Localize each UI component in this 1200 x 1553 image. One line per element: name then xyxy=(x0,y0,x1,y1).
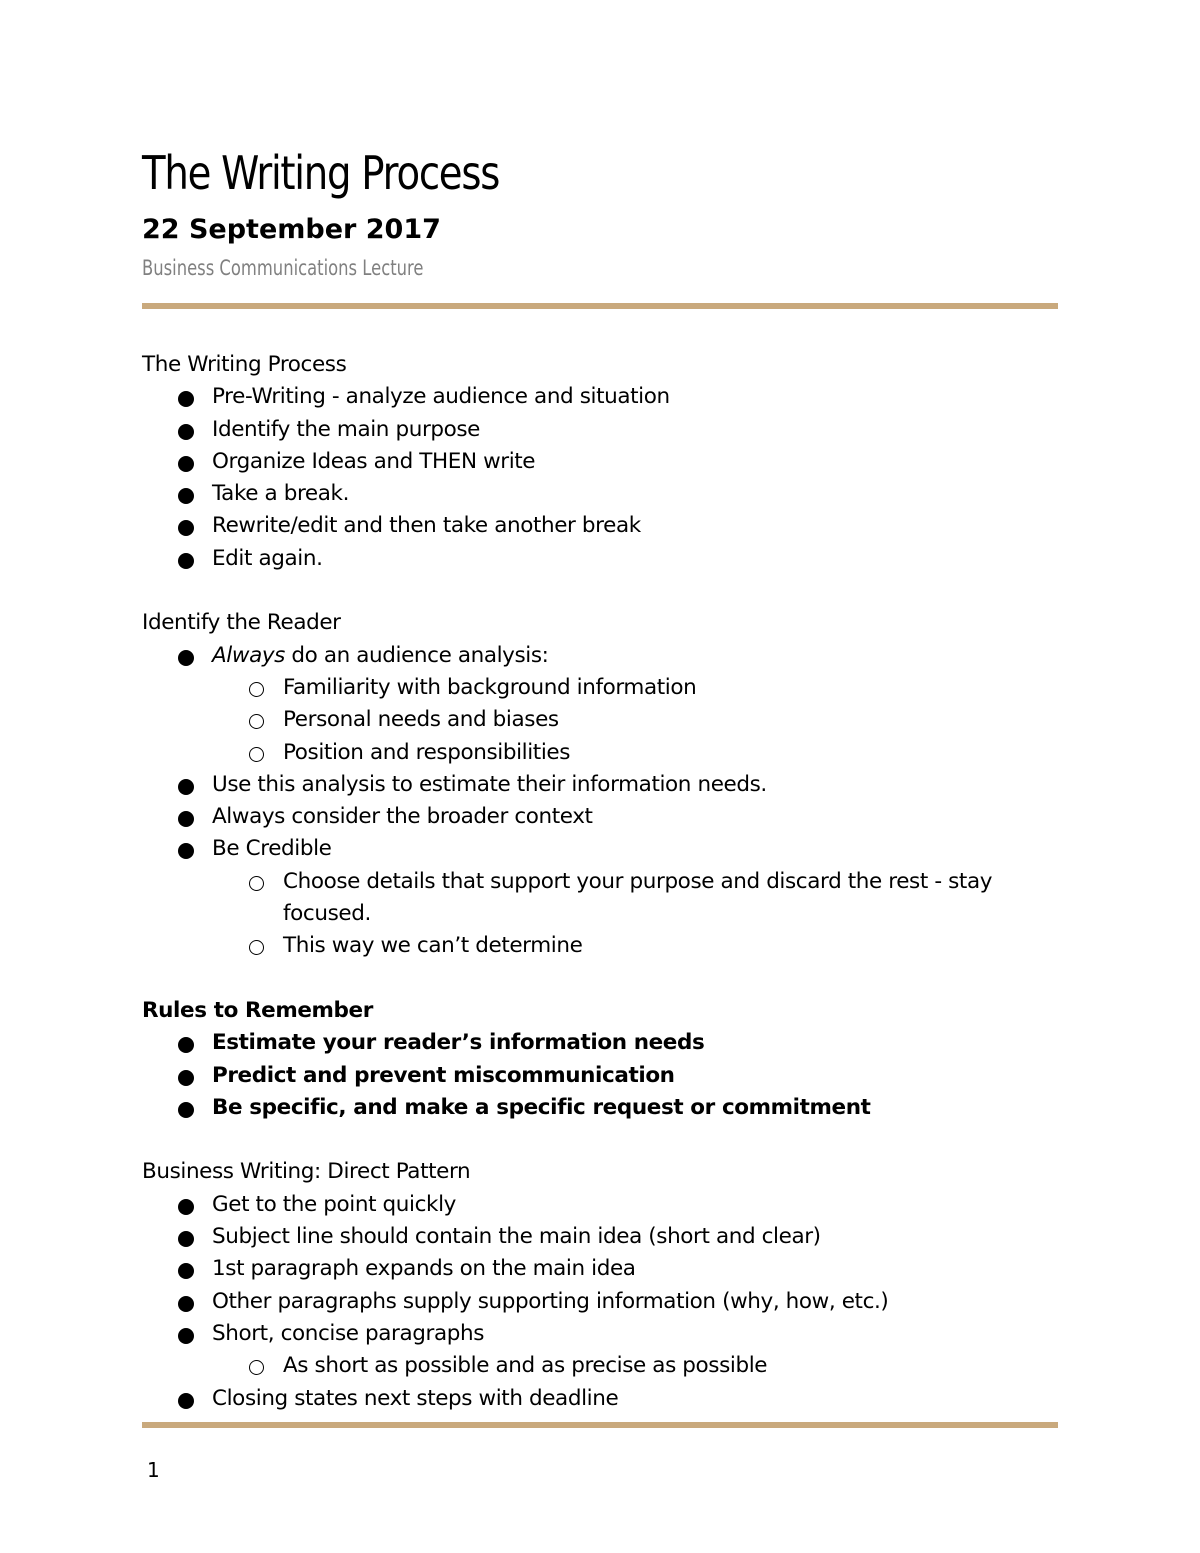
list-item xyxy=(142,1350,1058,1382)
filled-circle-bullet-icon xyxy=(178,488,194,504)
filled-circle-bullet-icon xyxy=(178,391,194,407)
list-item-text: Familiarity with background information xyxy=(283,674,697,700)
list-item-text: Be specific, and make a specific request or commitment xyxy=(212,1094,871,1120)
hollow-circle-bullet-icon xyxy=(249,940,264,955)
filled-circle-bullet-icon xyxy=(178,843,194,859)
list-item xyxy=(142,414,1058,446)
list-item-text: Rewrite/edit and then take another break xyxy=(212,513,641,539)
section-heading: Rules to Remember xyxy=(142,997,373,1023)
list-item xyxy=(142,446,1058,478)
list-item xyxy=(142,543,1058,575)
list-item xyxy=(142,1189,1058,1221)
list-item xyxy=(142,1092,1058,1124)
hollow-circle-bullet-icon xyxy=(249,876,264,891)
list-item xyxy=(142,1253,1058,1285)
filled-circle-bullet-icon xyxy=(178,1393,194,1409)
filled-circle-bullet-icon xyxy=(178,1070,194,1086)
hollow-circle-bullet-icon xyxy=(249,1360,264,1375)
list-item-text: Estimate your reader’s information needs xyxy=(212,1030,705,1056)
list-item-text: Other paragraphs supply supporting information (why, how, etc.) xyxy=(212,1288,889,1314)
list-item-text: Closing states next steps with deadline xyxy=(212,1385,619,1411)
list-item-text: Edit again. xyxy=(212,545,323,571)
list-item-text: As short as possible and as precise as possible xyxy=(283,1353,768,1379)
filled-circle-bullet-icon xyxy=(178,1037,194,1053)
filled-circle-bullet-icon xyxy=(178,1199,194,1215)
filled-circle-bullet-icon xyxy=(178,424,194,440)
section-heading: Identify the Reader xyxy=(142,610,341,636)
bullet-list xyxy=(142,1027,1058,1124)
section xyxy=(142,607,1058,962)
section-heading: Business Writing: Direct Pattern xyxy=(142,1159,471,1185)
section-heading: The Writing Process xyxy=(142,352,347,377)
bullet-list xyxy=(142,381,1058,575)
list-item-text: This way we can’t determine xyxy=(283,933,583,959)
filled-circle-bullet-icon xyxy=(178,553,194,569)
list-item xyxy=(142,1383,1058,1415)
list-item xyxy=(142,1060,1058,1092)
list-item xyxy=(142,930,1058,962)
list-item-text: do an audience analysis: xyxy=(284,642,549,668)
hollow-circle-bullet-icon xyxy=(249,747,264,762)
filled-circle-bullet-icon xyxy=(178,650,194,666)
bullet-list xyxy=(142,1189,1058,1415)
filled-circle-bullet-icon xyxy=(178,1231,194,1247)
list-item-text: Short, concise paragraphs xyxy=(212,1320,484,1346)
hollow-circle-bullet-icon xyxy=(249,714,264,729)
list-item-text: Pre-Writing - analyze audience and situation xyxy=(212,384,670,410)
list-item xyxy=(142,1027,1058,1059)
section xyxy=(142,995,1058,1124)
document-subtitle: Business Communications Lecture xyxy=(142,256,424,280)
list-item-text: Choose details that support your purpose and discard the rest - stay focused. xyxy=(283,868,993,927)
list-item-text: Personal needs and biases xyxy=(283,707,559,733)
bullet-list xyxy=(142,640,1058,963)
list-item-text: 1st paragraph expands on the main idea xyxy=(212,1256,636,1282)
list-item xyxy=(142,381,1058,413)
hollow-circle-bullet-icon xyxy=(249,682,264,697)
list-item xyxy=(142,1286,1058,1318)
footer-divider xyxy=(142,1422,1058,1428)
list-item-text: Use this analysis to estimate their information needs. xyxy=(212,771,767,797)
list-item-text: Identify the main purpose xyxy=(212,416,481,442)
filled-circle-bullet-icon xyxy=(178,520,194,536)
emphasized-text: Always xyxy=(212,642,285,668)
list-item xyxy=(142,1221,1058,1253)
list-item xyxy=(142,801,1058,833)
list-item-text: Get to the point quickly xyxy=(212,1191,456,1217)
list-item xyxy=(142,704,1058,736)
filled-circle-bullet-icon xyxy=(178,456,194,472)
list-item-text: Position and responsibilities xyxy=(283,739,571,765)
document-title: The Writing Process xyxy=(142,146,500,200)
list-item xyxy=(142,672,1058,704)
list-item xyxy=(142,866,1058,931)
filled-circle-bullet-icon xyxy=(178,811,194,827)
list-item xyxy=(142,737,1058,769)
section xyxy=(142,1156,1058,1414)
document-date: 22 September 2017 xyxy=(142,214,441,245)
list-item-text: Take a break. xyxy=(212,481,350,507)
list-item xyxy=(142,510,1058,542)
list-item-text: Organize Ideas and THEN write xyxy=(212,448,536,474)
list-item-text: Predict and prevent miscommunication xyxy=(212,1062,675,1088)
list-item xyxy=(142,769,1058,801)
list-item xyxy=(142,1318,1058,1350)
list-item-text: Always consider the broader context xyxy=(212,804,593,830)
list-item-text: Subject line should contain the main idea (short and clear) xyxy=(212,1224,821,1250)
list-item xyxy=(142,833,1058,865)
document-body xyxy=(142,349,1058,1415)
list-item xyxy=(142,640,1058,672)
filled-circle-bullet-icon xyxy=(178,1328,194,1344)
section xyxy=(142,349,1058,575)
filled-circle-bullet-icon xyxy=(178,1296,194,1312)
list-item-text: Be Credible xyxy=(212,836,332,862)
header-divider xyxy=(142,303,1058,309)
page-number: 1 xyxy=(147,1458,160,1482)
filled-circle-bullet-icon xyxy=(178,779,194,795)
filled-circle-bullet-icon xyxy=(178,1263,194,1279)
filled-circle-bullet-icon xyxy=(178,1102,194,1118)
list-item xyxy=(142,478,1058,510)
